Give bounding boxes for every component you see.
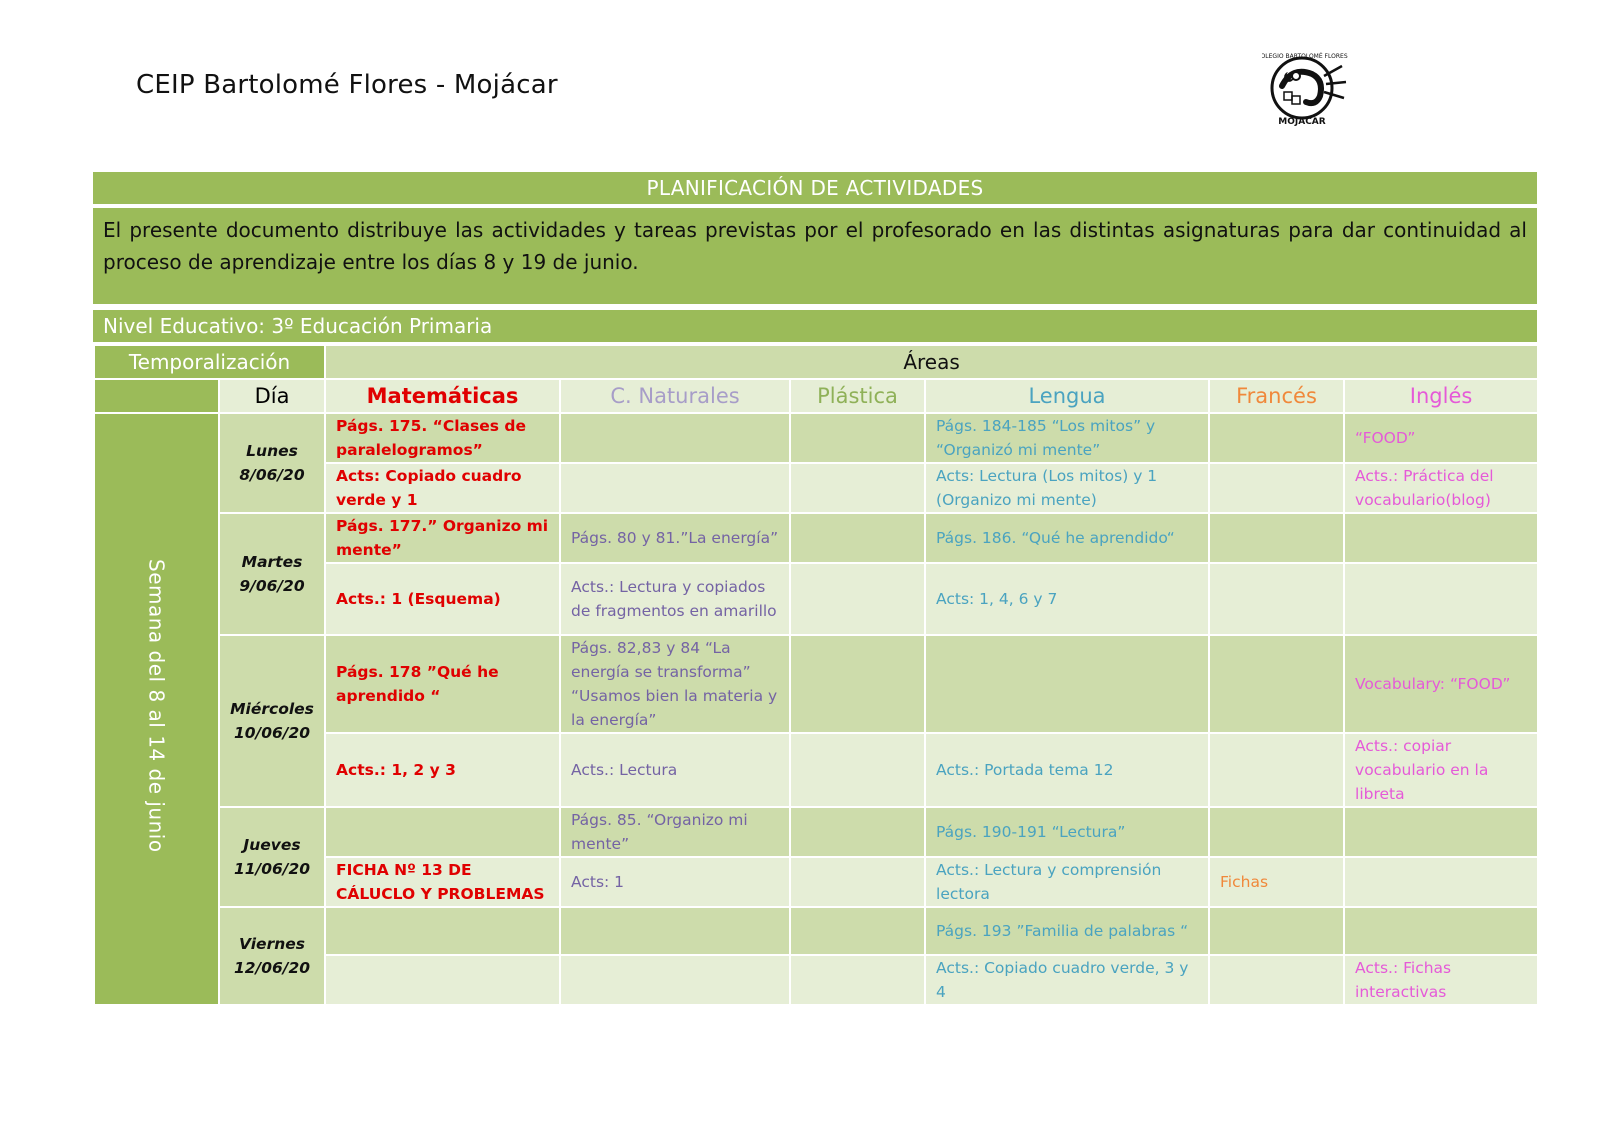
subject-header-lengua: Lengua [925,379,1209,413]
activity-cell-naturales [560,955,790,1005]
activity-cell-plastica [790,413,925,463]
activity-cell-lengua: Acts.: Lectura y comprensión lectora [925,857,1209,907]
activity-cell-naturales: Págs. 82,83 y 84 “La energía se transforma” “Usamos bien la materia y la energía” [560,635,790,733]
activity-cell-lengua: Acts: Lectura (Los mitos) y 1 (Organizo mi mente) [925,463,1209,513]
table-row [94,513,1538,563]
subject-header-ingles: Inglés [1344,379,1538,413]
activity-cell-matematicas [325,807,560,857]
school-logo [1262,46,1352,126]
school-title: CEIP Bartolomé Flores - Mojácar [136,70,558,100]
subject-header-frances: Francés [1209,379,1344,413]
activity-cell-lengua: Acts.: Copiado cuadro verde, 3 y 4 [925,955,1209,1005]
day-name: Viernes [239,935,305,953]
day-cell-0 [219,413,325,513]
activity-cell-plastica [790,907,925,955]
activity-cell-plastica [790,733,925,807]
activity-cell-lengua: Págs. 193 ”Familia de palabras “ [925,907,1209,955]
week-label: Semana del 8 al 14 de junio [144,558,169,853]
activity-cell-plastica [790,463,925,513]
activity-cell-naturales: Págs. 80 y 81.”La energía” [560,513,790,563]
activity-cell-lengua: Acts: 1, 4, 6 y 7 [925,563,1209,635]
activity-cell-matematicas: Págs. 175. “Clases de paralelogramos” [325,413,560,463]
activity-cell-ingles [1344,513,1538,563]
schedule-table [93,344,1539,1006]
subject-header-matematicas: Matemáticas [325,379,560,413]
activity-cell-frances [1209,413,1344,463]
activity-cell-plastica [790,807,925,857]
table-row [94,807,1538,857]
activity-cell-ingles: Acts.: Fichas interactivas [1344,955,1538,1005]
activity-cell-frances [1209,807,1344,857]
activity-cell-frances [1209,563,1344,635]
day-cell-2 [219,635,325,807]
activity-cell-lengua: Págs. 186. “Qué he aprendido“ [925,513,1209,563]
day-name: Miércoles [230,700,314,718]
svg-text:MOJACAR: MOJACAR [1278,117,1326,126]
activity-cell-matematicas: Acts.: 1, 2 y 3 [325,733,560,807]
lizard-logo-icon [1262,46,1352,126]
activity-cell-naturales [560,463,790,513]
activity-cell-ingles: “FOOD” [1344,413,1538,463]
day-date: 10/06/20 [233,724,311,742]
day-cell-1 [219,513,325,635]
activity-cell-ingles [1344,807,1538,857]
activity-cell-matematicas [325,955,560,1005]
svg-text:COLEGIO BARTOLOMÉ FLORES: COLEGIO BARTOLOMÉ FLORES [1262,53,1348,60]
activity-cell-matematicas: Págs. 178 ”Qué he aprendido “ [325,635,560,733]
activity-cell-ingles: Acts.: Práctica del vocabulario(blog) [1344,463,1538,513]
activity-cell-frances [1209,907,1344,955]
education-level: Nivel Educativo: 3º Educación Primaria [93,310,1537,342]
day-name: Lunes [246,442,298,460]
activity-cell-matematicas: Acts.: 1 (Esquema) [325,563,560,635]
table-row [94,635,1538,733]
activity-cell-frances [1209,733,1344,807]
subject-header-plastica: Plástica [790,379,925,413]
activity-cell-matematicas: Acts: Copiado cuadro verde y 1 [325,463,560,513]
activity-cell-ingles [1344,857,1538,907]
activity-planning-document [93,172,1537,1006]
activity-cell-plastica [790,955,925,1005]
activity-cell-plastica [790,563,925,635]
activity-cell-naturales: Págs. 85. “Organizo mi mente” [560,807,790,857]
activity-cell-matematicas: Págs. 177.” Organizo mi mente” [325,513,560,563]
activity-cell-lengua [925,635,1209,733]
activity-cell-frances [1209,513,1344,563]
table-row [94,413,1538,463]
day-date: 12/06/20 [233,959,311,977]
dia-header: Día [219,379,325,413]
activity-cell-plastica [790,513,925,563]
activity-cell-frances: Fichas [1209,857,1344,907]
activity-cell-naturales: Acts: 1 [560,857,790,907]
day-name: Martes [241,553,303,571]
activity-cell-lengua: Págs. 190-191 “Lectura” [925,807,1209,857]
activity-cell-naturales [560,907,790,955]
week-label-cell [94,413,219,1005]
activity-cell-frances [1209,635,1344,733]
day-cell-4 [219,907,325,1005]
table-row [94,907,1538,955]
activity-cell-naturales: Acts.: Lectura y copiados de fragmentos en amarillo [560,563,790,635]
areas-header: Áreas [325,345,1538,379]
day-cell-3 [219,807,325,907]
day-date: 8/06/20 [239,466,305,484]
activity-cell-frances [1209,955,1344,1005]
subject-header-naturales: C. Naturales [560,379,790,413]
activity-cell-lengua: Acts.: Portada tema 12 [925,733,1209,807]
day-name: Jueves [243,836,301,854]
activity-cell-lengua: Págs. 184-185 “Los mitos” y “Organizó mi mente” [925,413,1209,463]
activity-cell-naturales [560,413,790,463]
activity-cell-matematicas: FICHA Nº 13 DE CÁLUCLO Y PROBLEMAS [325,857,560,907]
activity-cell-ingles [1344,563,1538,635]
activity-cell-ingles: Vocabulary: “FOOD” [1344,635,1538,733]
document-intro: El presente documento distribuye las actividades y tareas previstas por el profesorado en las distintas asignaturas para dar continuidad al proceso de aprendizaje entre los días 8 y 19 de junio. [93,208,1537,304]
day-date: 9/06/20 [239,577,305,595]
temporalizacion-header: Temporalización [94,345,325,379]
document-title: PLANIFICACIÓN DE ACTIVIDADES [93,172,1537,204]
blank-header-cell [94,379,219,413]
activity-cell-frances [1209,463,1344,513]
activity-cell-plastica [790,857,925,907]
activity-cell-ingles [1344,907,1538,955]
activity-cell-naturales: Acts.: Lectura [560,733,790,807]
activity-cell-matematicas [325,907,560,955]
day-date: 11/06/20 [233,860,311,878]
activity-cell-plastica [790,635,925,733]
activity-cell-ingles: Acts.: copiar vocabulario en la libreta [1344,733,1538,807]
